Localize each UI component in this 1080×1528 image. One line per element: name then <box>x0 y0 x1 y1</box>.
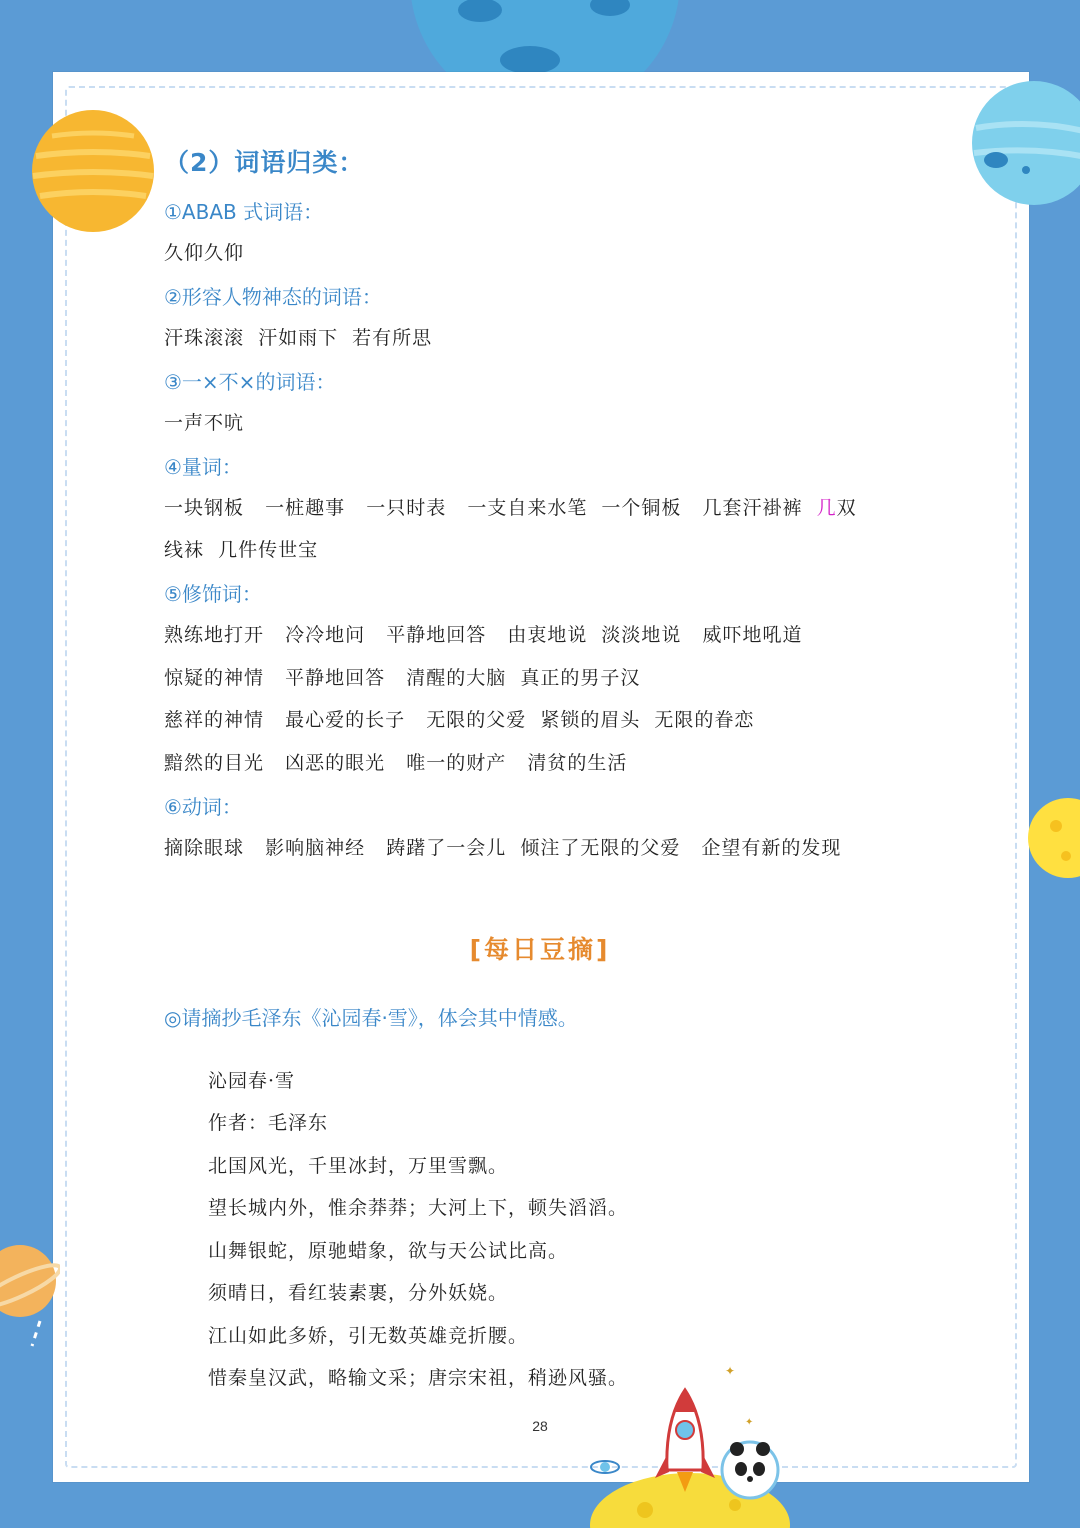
page-number: 28 <box>532 1418 548 1434</box>
modifier-line-3: 慈祥的神情 最心爱的长子 无限的父爱 紧锁的眉头 无限的眷恋 <box>164 709 755 731</box>
group-heading-abab: ①ABAB 式词语： <box>164 200 324 224</box>
modifier-line-2: 惊疑的神情 平静地回答 清醒的大脑 真正的男子汉 <box>164 667 641 689</box>
verb-line-1: 摘除眼球 影响脑神经 踌躇了一会儿 倾注了无限的父爱 企望有新的发现 <box>164 837 842 859</box>
group-heading-verb: ⑥动词： <box>164 795 242 819</box>
measure-line-2: 线袜 几件传世宝 <box>164 539 319 561</box>
ringed-planet-icon <box>0 1236 60 1356</box>
poem-line-4: 须晴日，看红装素裹，分外妖娆。 <box>208 1282 509 1304</box>
measure-highlight: 几 <box>816 497 837 519</box>
modifier-line-4: 黯然的目光 凶恶的眼光 唯一的财产 清贫的生活 <box>164 752 628 774</box>
poem-line-5: 江山如此多娇，引无数英雄竞折腰。 <box>208 1325 529 1347</box>
page-title: （2）词语归类： <box>164 148 365 177</box>
daily-prompt: ◎请摘抄毛泽东《沁园春·雪》，体会其中情感。 <box>164 1006 578 1030</box>
group-line-abab: 久仰久仰 <box>164 242 245 264</box>
poem-line-3: 山舞银蛇，原驰蜡象，欲与天公试比高。 <box>208 1240 569 1262</box>
measure-line-1 <box>164 493 857 520</box>
panda-astronaut-icon <box>715 1435 785 1505</box>
group-line-yi-bu: 一声不吭 <box>164 412 245 434</box>
group-heading-measure: ④量词： <box>164 455 242 479</box>
poem-line-6: 惜秦皇汉武，略输文采；唐宗宋祖，稍逊风骚。 <box>208 1367 629 1389</box>
measure-line-1-end: 双 <box>836 497 857 519</box>
poem-title: 沁园春·雪 <box>208 1070 296 1092</box>
svg-text:✦: ✦ <box>745 1417 754 1428</box>
modifier-line-1: 熟练地打开 冷冷地问 平静地回答 由衷地说 淡淡地说 威吓地吼道 <box>164 624 803 646</box>
measure-line-1-text: 一块钢板 一桩趣事 一只时表 一支自来水笔 一个铜板 几套汗褂裤 <box>164 497 817 519</box>
group-line-expression: 汗珠滚滚 汗如雨下 若有所思 <box>164 327 433 349</box>
small-satellite-icon <box>588 1452 622 1482</box>
daily-section-title: [每日豆摘] <box>469 935 611 964</box>
svg-text:✦: ✦ <box>725 1364 736 1378</box>
poem-line-1: 北国风光，千里冰封，万里雪飘。 <box>208 1155 509 1177</box>
blue-planet-icon <box>968 78 1080 208</box>
group-heading-yi-bu: ③一×不×的词语： <box>164 370 336 394</box>
group-heading-modifier: ⑤修饰词： <box>164 582 262 606</box>
yellow-planet-icon <box>30 108 156 234</box>
poem-line-2: 望长城内外，惟余莽莽；大河上下，顿失滔滔。 <box>208 1197 629 1219</box>
poem-author: 作者：毛泽东 <box>208 1112 329 1134</box>
small-yellow-moon-icon <box>1026 796 1080 880</box>
group-heading-expression: ②形容人物神态的词语： <box>164 285 382 309</box>
